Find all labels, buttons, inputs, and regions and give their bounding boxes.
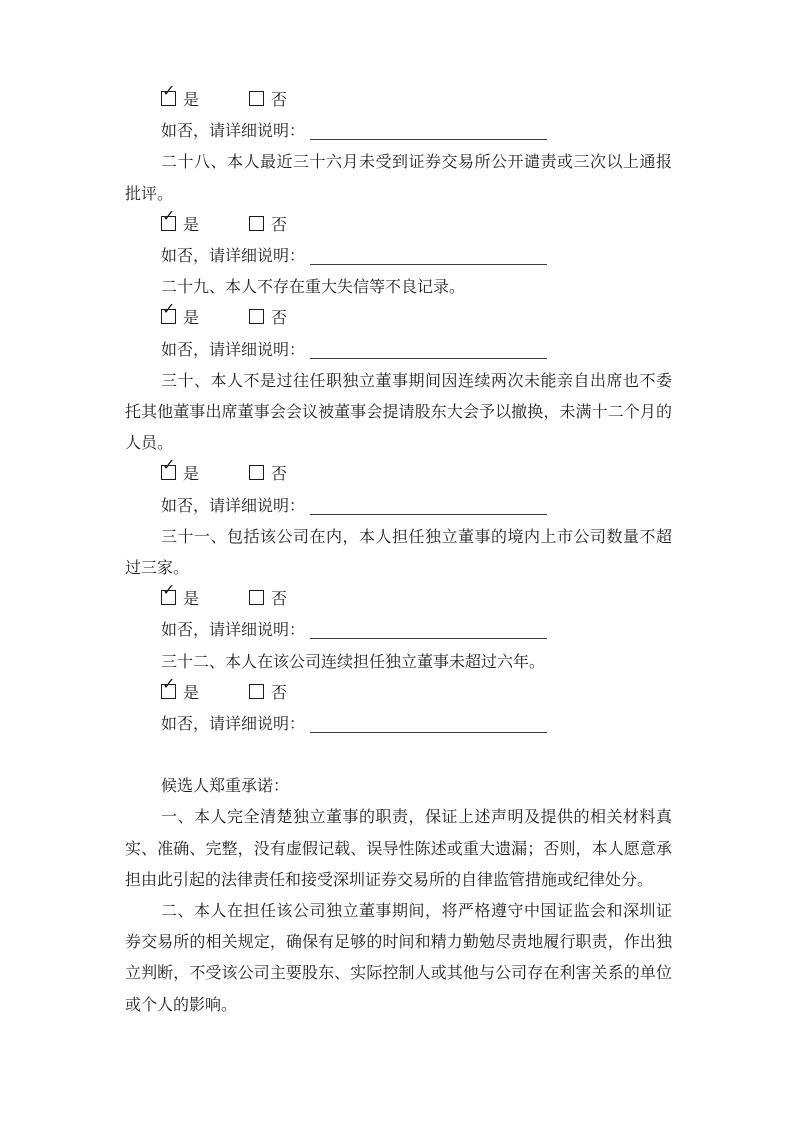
explain-prompt: 如否，请详细说明： (161, 622, 306, 640)
explanation-blank-field[interactable] (310, 250, 547, 265)
yes-label: 是 (183, 310, 200, 328)
blank-spacer-line (125, 740, 672, 771)
explain-prompt: 如否，请详细说明： (161, 123, 306, 141)
explanation-blank-field[interactable] (310, 718, 547, 733)
yes-checkbox[interactable] (161, 455, 176, 480)
yes-checkbox[interactable] (161, 580, 176, 605)
check-icon: ✓ (162, 299, 176, 319)
no-label: 否 (271, 684, 288, 702)
check-icon: ✓ (162, 205, 176, 225)
answer-row-1 (125, 81, 672, 116)
explanation-blank-field[interactable] (310, 500, 547, 515)
explain-row-2 (125, 241, 672, 272)
commitment-paragraph-2: 二、本人在担任该公司独立董事期间，将严格遵守中国证监会和深圳证券交易所的相关规定，确保有足够的时间和精力勤勉尽责地履行职责，作出独立判断，不受该公司主要股东、实际控制人或其他与公司存在利害关系的单位或个人的影响。 (125, 903, 672, 1014)
yes-label: 是 (183, 591, 200, 609)
no-checkbox[interactable] (249, 91, 264, 106)
explain-row-3 (125, 335, 672, 366)
no-checkbox[interactable] (249, 309, 264, 324)
question-29: 二十九、本人不存在重大失信等不良记录。 (161, 279, 466, 297)
answer-row-3 (125, 299, 672, 334)
explain-row-1 (125, 116, 672, 147)
question-30: 三十、本人不是过往任职独立董事期间因连续两次未能亲自出席也不委托其他董事出席董事会会议被董事会提请股东大会予以撤换，未满十二个月的人员。 (125, 372, 672, 453)
yes-label: 是 (183, 216, 200, 234)
no-label: 否 (271, 591, 288, 609)
check-icon: ✓ (162, 455, 176, 475)
explain-row-5 (125, 615, 672, 646)
no-label: 否 (271, 216, 288, 234)
yes-checkbox[interactable] (161, 299, 176, 324)
yes-label: 是 (183, 92, 200, 109)
explain-prompt: 如否，请详细说明： (161, 715, 306, 733)
no-checkbox[interactable] (249, 590, 264, 605)
yes-label: 是 (183, 466, 200, 484)
no-label: 否 (271, 466, 288, 484)
answer-row-6 (125, 673, 672, 709)
yes-checkbox[interactable] (161, 81, 176, 106)
explanation-blank-field[interactable] (310, 624, 547, 639)
check-icon: ✓ (162, 673, 176, 693)
no-label: 否 (271, 92, 288, 109)
no-checkbox[interactable] (249, 465, 264, 480)
no-label: 否 (271, 310, 288, 328)
check-icon: ✓ (162, 580, 176, 600)
explain-prompt: 如否，请详细说明： (161, 247, 306, 265)
explanation-blank-field[interactable] (310, 344, 547, 359)
yes-label: 是 (183, 684, 200, 702)
document-body (125, 81, 672, 1021)
answer-row-4 (125, 455, 672, 490)
answer-row-2 (125, 205, 672, 241)
explain-prompt: 如否，请详细说明： (161, 341, 306, 359)
yes-checkbox[interactable] (161, 673, 176, 699)
question-32: 三十二、本人在该公司连续担任独立董事未超过六年。 (161, 653, 546, 671)
explanation-blank-field[interactable] (310, 125, 547, 140)
no-checkbox[interactable] (249, 684, 264, 699)
explain-prompt: 如否，请详细说明： (161, 497, 306, 515)
no-checkbox[interactable] (249, 216, 264, 231)
answer-row-5 (125, 580, 672, 615)
explain-row-4 (125, 491, 672, 522)
question-31: 三十一、包括该公司在内，本人担任独立董事的境内上市公司数量不超过三家。 (125, 528, 672, 577)
yes-checkbox[interactable] (161, 205, 176, 231)
check-icon: ✓ (162, 81, 176, 100)
explain-row-6 (125, 709, 672, 740)
commitment-heading: 候选人郑重承诺： (161, 778, 290, 796)
question-28: 二十八、本人最近三十六月未受到证券交易所公开谴责或三次以上通报批评。 (125, 154, 672, 203)
commitment-paragraph-1: 一、本人完全清楚独立董事的职责，保证上述声明及提供的相关材料真实、准确、完整，没有虚假记载、误导性陈述或重大遗漏；否则，本人愿意承担由此引起的法律责任和接受深圳证券交易所的自律监管措施或纪律处分。 (125, 809, 672, 889)
